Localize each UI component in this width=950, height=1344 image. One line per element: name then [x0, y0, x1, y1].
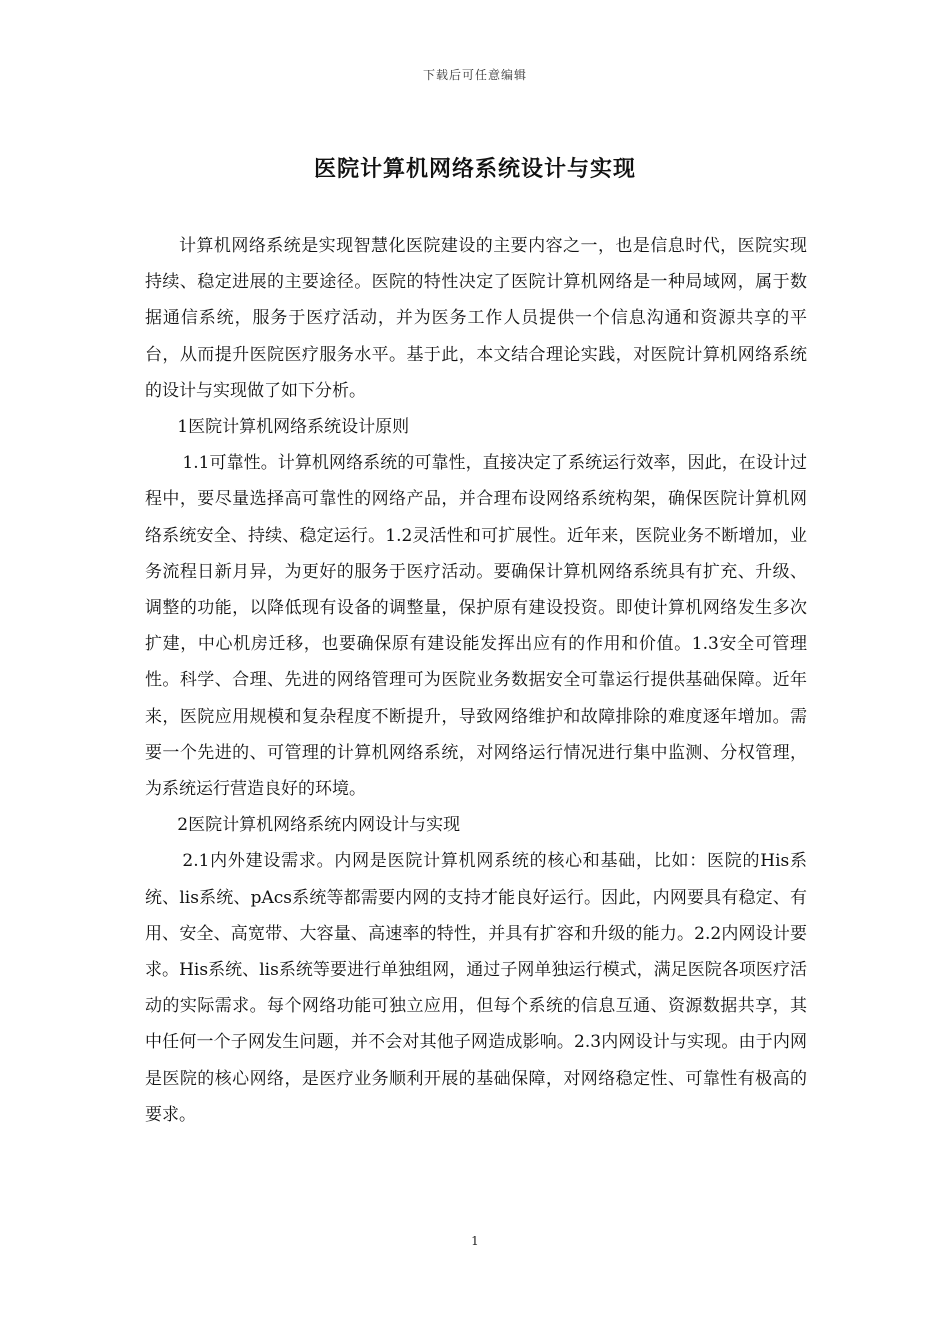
page-number: 1	[471, 1234, 479, 1248]
section-1-paragraph: 1.1可靠性。计算机网络系统的可靠性，直接决定了系统运行效率，因此，在设计过程中，要尽量选择高可靠性的网络产品，并合理布设网络系统构架，确保医院计算机网络系统安全、持续、稳定运行。1.2灵活性和可扩展性。近年来，医院业务不断增加，业务流程日新月异，为更好的服务于医疗活动。要确保计算机网络系统具有扩充、升级、调整的功能，以降低现有设备的调整量，保护原有建设投资。即使计算机网络发生多次扩建，中心机房迁移，也要确保原有建设能发挥出应有的作用和价值。1.3安全可管理性。科学、合理、先进的网络管理可为医院业务数据安全可靠运行提供基础保障。近年来，医院应用规模和复杂程度不断提升，导致网络维护和故障排除的难度逐年增加。需要一个先进的、可管理的计算机网络系统，对网络运行情况进行集中监测、分权管理，为系统运行营造良好的环境。	[145, 453, 807, 800]
section-2-paragraph: 2.1内外建设需求。内网是医院计算机网系统的核心和基础，比如：医院的His系统、lis系统、pAcs系统等都需要内网的支持才能良好运行。因此，内网要具有稳定、有用、安全、高宽带、大容量、高速率的特性，并具有扩容和升级的能力。2.2内网设计要求。His系统、lis系统等要进行单独组网，通过子网单独运行模式，满足医院各项医疗活动的实际需求。每个网络功能可独立应用，但每个系统的信息互通、资源数据共享，其中任何一个子网发生问题，并不会对其他子网造成影响。2.3内网设计与实现。由于内网是医院的核心网络，是医疗业务顺利开展的基础保障，对网络稳定性、可靠性有极高的要求。	[145, 851, 807, 1125]
header-note: 下载后可任意编辑	[422, 68, 527, 82]
section-heading-1: 1医院计算机网络系统设计原则	[177, 417, 410, 438]
document-title: 医院计算机网络系统设计与实现	[313, 156, 636, 182]
document-body	[145, 228, 807, 1133]
intro-paragraph: 计算机网络系统是实现智慧化医院建设的主要内容之一，也是信息时代，医院实现持续、稳定进展的主要途径。医院的特性决定了医院计算机网络是一种局域网，属于数据通信系统，服务于医疗活动，并为医务工作人员提供一个信息沟通和资源共享的平台，从而提升医院医疗服务水平。基于此，本文结合理论实践，对医院计算机网络系统的设计与实现做了如下分析。	[145, 236, 807, 401]
section-heading-2: 2医院计算机网络系统内网设计与实现	[177, 815, 461, 836]
